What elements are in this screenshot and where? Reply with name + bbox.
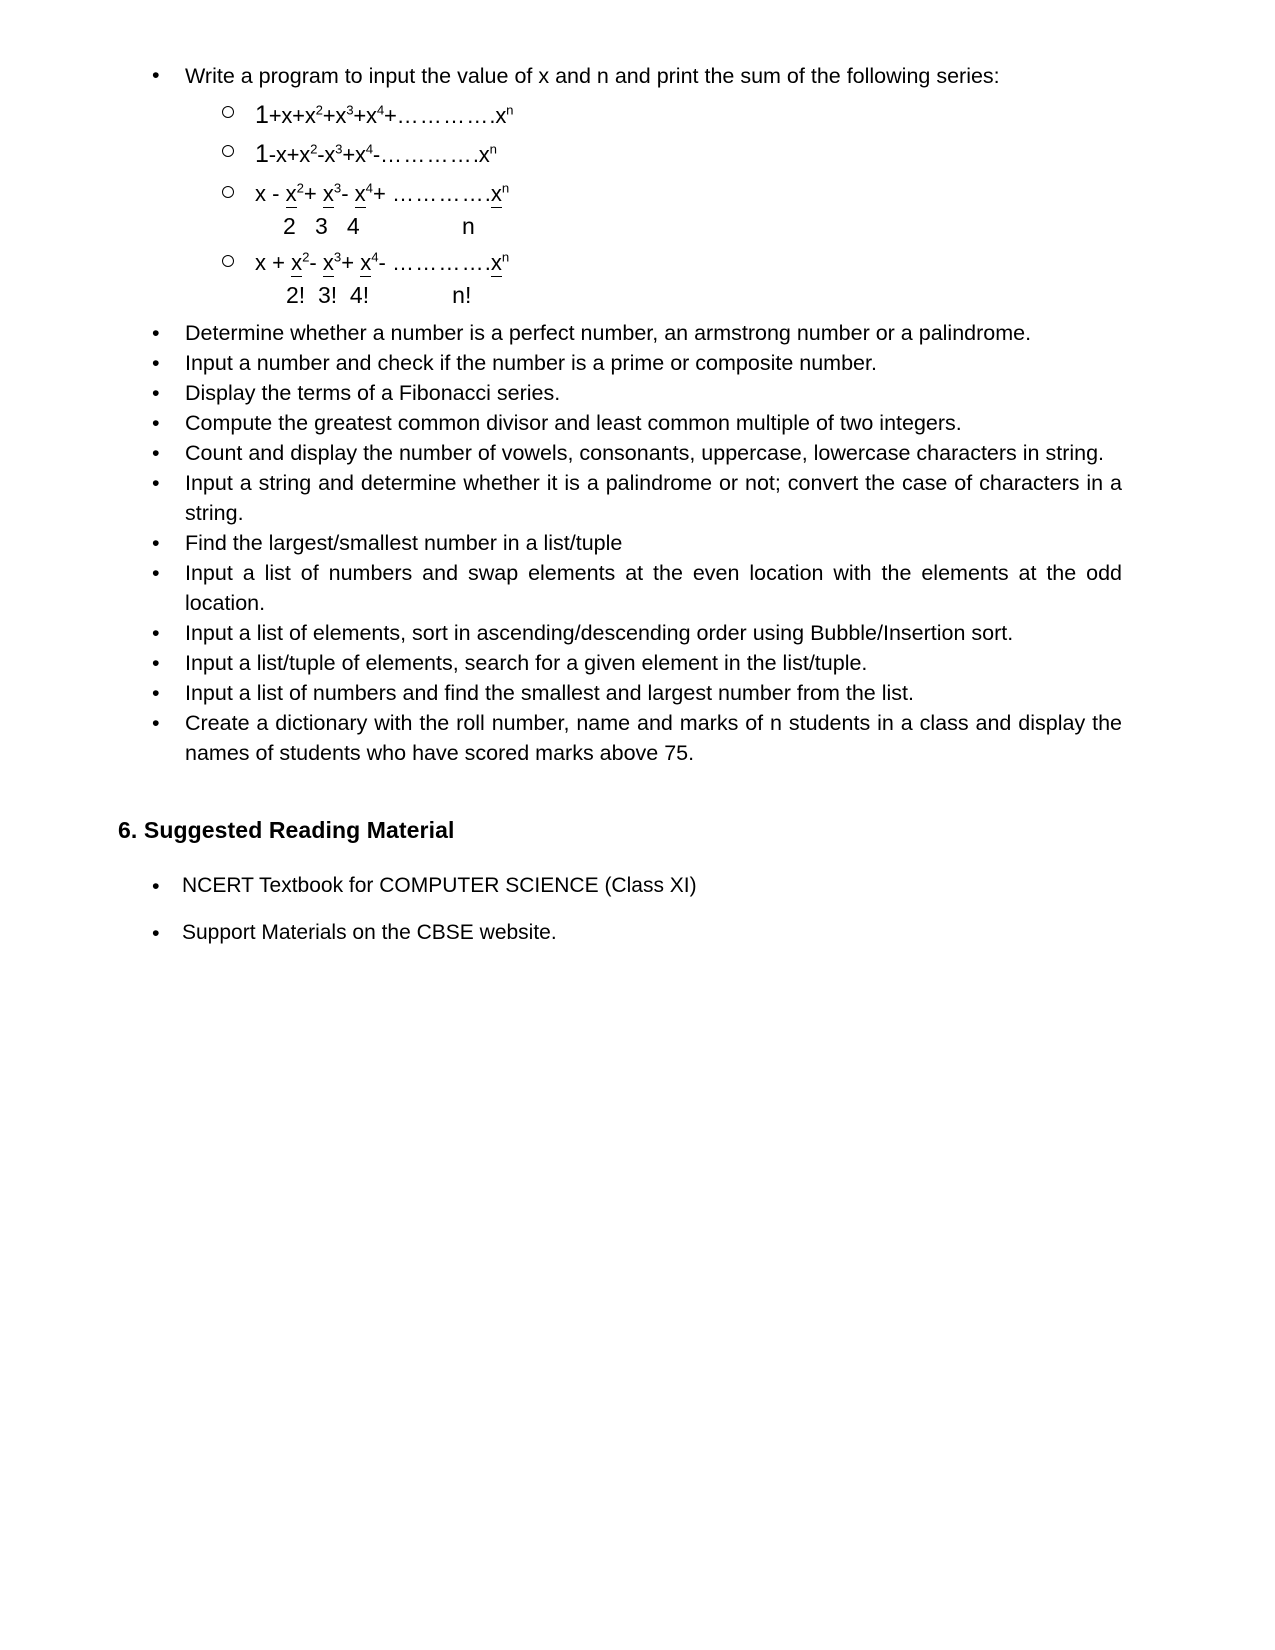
- bullet-marker-icon: •: [152, 381, 160, 405]
- list-item-program: [0, 378, 1275, 408]
- program-item-text: Input a list/tuple of elements, search for a given element in the list/tuple.: [185, 651, 868, 675]
- bullet-marker-icon: •: [152, 531, 160, 555]
- program-item-text: Input a list of numbers and swap elements at the even location with the elements at the odd location.: [185, 561, 1122, 615]
- bullet-marker-icon: •: [152, 411, 160, 435]
- series-4-numerator: $x + x^2-$ $x^3+ x^4-$ $\dots\dots\dots\dots.x^n$: [255, 249, 510, 275]
- program-item-text: Count and display the number of vowels, consonants, uppercase, lowercase characters in string.: [185, 441, 1105, 465]
- program-item-text: Determine whether a number is a perfect number, an armstrong number or a palindrome.: [185, 321, 1032, 345]
- list-item-program: [0, 558, 1275, 618]
- list-item-series-1: [0, 100, 1275, 131]
- programs-list: [0, 60, 1275, 768]
- program-item-text: Display the terms of a Fibonacci series.: [185, 381, 561, 405]
- bullet-marker-icon: •: [152, 921, 160, 945]
- list-item-program: [0, 438, 1275, 468]
- series-1-expression: $1+x+x^2+x^3+x^4+\dots\dots\dots\dots.x^n$: [255, 101, 514, 129]
- list-item-program: [0, 318, 1275, 348]
- list-item-series-intro: [0, 60, 1275, 92]
- list-item-program: [0, 408, 1275, 438]
- list-item-reading: [0, 918, 1275, 948]
- sub-bullet-marker-icon: [222, 186, 234, 198]
- list-item-reading: [0, 871, 1275, 901]
- list-item-series-2: [0, 139, 1275, 170]
- program-item-text: Find the largest/smallest number in a list/tuple: [185, 531, 623, 555]
- reading-item-text: Support Materials on the CBSE website.: [182, 921, 557, 944]
- bullet-marker-icon: •: [152, 471, 160, 495]
- series-4-denominators: 2! 3! 4! n!: [286, 282, 472, 308]
- program-item-text: Create a dictionary with the roll number, name and marks of n students in a class and display the names of students who have scored marks above 75.: [185, 711, 1122, 765]
- bullet-marker-icon: •: [152, 621, 160, 645]
- section-heading-suggested-reading: 6. Suggested Reading Material: [118, 817, 455, 843]
- bullet-marker-icon: •: [152, 351, 160, 375]
- list-item-program: [0, 678, 1275, 708]
- bullet-marker-icon: •: [152, 874, 160, 898]
- program-item-text: Compute the greatest common divisor and least common multiple of two integers.: [185, 411, 962, 435]
- bullet-marker-icon: •: [152, 681, 160, 705]
- series-4-denominator-row: [0, 280, 1275, 310]
- series-3-denominators: 2 3 4 n: [283, 213, 475, 239]
- list-item-program: [0, 468, 1275, 528]
- bullet-marker-icon: •: [152, 441, 160, 465]
- sub-bullet-marker-icon: [222, 255, 234, 267]
- program-item-text: Input a string and determine whether it is a palindrome or not; convert the case of characters in a string.: [185, 471, 1122, 525]
- bullet-marker-icon: •: [152, 321, 160, 345]
- series-3-denominator-row: [0, 211, 1275, 241]
- list-item-program: [0, 528, 1275, 558]
- reading-material-list: [0, 871, 1275, 948]
- series-sublist-wrapper: [0, 100, 1275, 310]
- series-intro-text: Write a program to input the value of x and n and print the sum of the following series:: [185, 64, 1000, 88]
- bullet-marker-icon: •: [152, 651, 160, 675]
- program-item-text: Input a number and check if the number is a prime or composite number.: [185, 351, 877, 375]
- list-item-program: [0, 648, 1275, 678]
- bullet-marker-icon: •: [152, 711, 160, 735]
- list-item-program: [0, 348, 1275, 378]
- list-item-series-4: [0, 249, 1275, 280]
- bullet-marker-icon: •: [152, 63, 160, 87]
- series-3-numerator: $x - x^2+ x^3-$ $x^4+$ $\dots\dots\dots\dots.x^n$: [255, 180, 510, 206]
- series-sublist: [0, 100, 1275, 310]
- list-item-program: [0, 708, 1275, 768]
- sub-bullet-marker-icon: [222, 106, 234, 118]
- page-content: [0, 60, 1275, 948]
- list-item-series-3: [0, 180, 1275, 211]
- list-item-program: [0, 618, 1275, 648]
- bullet-marker-icon: •: [152, 561, 160, 585]
- sub-bullet-marker-icon: [222, 145, 234, 157]
- reading-item-text: NCERT Textbook for COMPUTER SCIENCE (Class XI): [182, 874, 697, 897]
- program-item-text: Input a list of elements, sort in ascending/descending order using Bubble/Insertion sort.: [185, 621, 1014, 645]
- series-2-expression: $1-x+x^2-x^3+x^4-\dots\dots\dots\dots.x^n$: [255, 140, 497, 168]
- program-item-text: Input a list of numbers and find the smallest and largest number from the list.: [185, 681, 914, 705]
